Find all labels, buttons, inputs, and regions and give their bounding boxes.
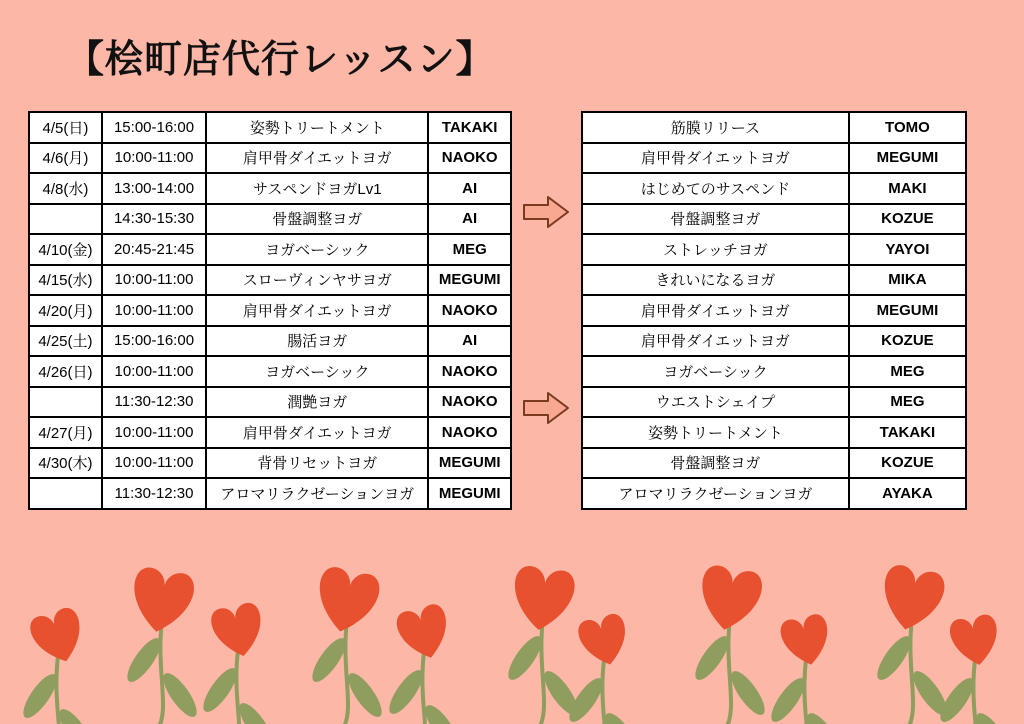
table-row [582, 478, 966, 509]
lesson-cell: 肩甲骨ダイエットヨガ [582, 326, 849, 357]
lesson-cell: ヨガベーシック [206, 356, 428, 387]
arrow-right-icon [521, 194, 571, 230]
lesson-cell: 腸活ヨガ [206, 326, 428, 357]
heart-flower-icon [766, 612, 847, 724]
instructor-cell: KOZUE [849, 204, 966, 235]
table-row [582, 295, 966, 326]
date-cell: 4/5(日) [29, 112, 102, 143]
table-row [29, 234, 511, 265]
table-row [582, 173, 966, 204]
heart-flower-decoration [0, 548, 1024, 724]
instructor-cell: MEGUMI [428, 448, 511, 479]
lesson-cell: ウエストシェイプ [582, 387, 849, 418]
lesson-cell: 肩甲骨ダイエットヨガ [206, 295, 428, 326]
instructor-cell: YAYOI [849, 234, 966, 265]
lesson-cell: 骨盤調整ヨガ [582, 204, 849, 235]
time-cell: 14:30-15:30 [102, 204, 206, 235]
lesson-cell: 肩甲骨ダイエットヨガ [582, 295, 849, 326]
date-cell: 4/10(金) [29, 234, 102, 265]
instructor-cell: MAKI [849, 173, 966, 204]
table-row [29, 265, 511, 296]
instructor-cell: NAOKO [428, 387, 511, 418]
date-cell [29, 204, 102, 235]
table-row [29, 356, 511, 387]
heart-flower-icon [935, 613, 1016, 724]
lesson-cell: 潤艶ヨガ [206, 387, 428, 418]
heart-flower-icon [503, 564, 584, 724]
lesson-cell: 姿勢トリートメント [206, 112, 428, 143]
lesson-cell: はじめてのサスペンド [582, 173, 849, 204]
table-row [29, 112, 511, 143]
table-row [582, 387, 966, 418]
heart-flower-icon [198, 601, 279, 724]
arrow-right-icon [521, 390, 571, 426]
date-cell: 4/25(土) [29, 326, 102, 357]
instructor-cell: MEGUMI [428, 478, 511, 509]
replacement-lesson-table [581, 111, 967, 510]
page-title: 【桧町店代行レッスン】 [66, 37, 495, 81]
heart-flower-icon [307, 565, 388, 724]
table-row [29, 295, 511, 326]
instructor-cell: MEG [428, 234, 511, 265]
lesson-cell: 姿勢トリートメント [582, 417, 849, 448]
lesson-cell: 肩甲骨ダイエットヨガ [206, 143, 428, 174]
date-cell: 4/26(日) [29, 356, 102, 387]
lesson-cell: 筋膜リリース [582, 112, 849, 143]
instructor-cell: MEGUMI [428, 265, 511, 296]
table-row [582, 143, 966, 174]
instructor-cell: TAKAKI [428, 112, 511, 143]
lesson-cell: 肩甲骨ダイエットヨガ [582, 143, 849, 174]
time-cell: 10:00-11:00 [102, 143, 206, 174]
instructor-cell: NAOKO [428, 417, 511, 448]
time-cell: 11:30-12:30 [102, 478, 206, 509]
table-row [582, 112, 966, 143]
instructor-cell: KOZUE [849, 326, 966, 357]
time-cell: 11:30-12:30 [102, 387, 206, 418]
instructor-cell: MEGUMI [849, 143, 966, 174]
date-cell: 4/8(水) [29, 173, 102, 204]
heart-flower-icon [564, 612, 645, 724]
lesson-cell: サスペンドヨガLv1 [206, 173, 428, 204]
time-cell: 10:00-11:00 [102, 356, 206, 387]
date-cell: 4/30(木) [29, 448, 102, 479]
table-row [582, 448, 966, 479]
table-row [29, 448, 511, 479]
time-cell: 20:45-21:45 [102, 234, 206, 265]
heart-flower-icon [18, 605, 99, 724]
table-row [582, 204, 966, 235]
date-cell: 4/20(月) [29, 295, 102, 326]
instructor-cell: MIKA [849, 265, 966, 296]
time-cell: 13:00-14:00 [102, 173, 206, 204]
table-row [29, 417, 511, 448]
lesson-cell: アロマリラクゼーションヨガ [206, 478, 428, 509]
instructor-cell: KOZUE [849, 448, 966, 479]
time-cell: 10:00-11:00 [102, 295, 206, 326]
time-cell: 10:00-11:00 [102, 265, 206, 296]
lesson-cell: ストレッチヨガ [582, 234, 849, 265]
time-cell: 15:00-16:00 [102, 112, 206, 143]
time-cell: 10:00-11:00 [102, 417, 206, 448]
table-row [29, 326, 511, 357]
lesson-cell: スローヴィンヤサヨガ [206, 265, 428, 296]
instructor-cell: MEG [849, 387, 966, 418]
table-row [29, 173, 511, 204]
instructor-cell: MEGUMI [849, 295, 966, 326]
date-cell [29, 478, 102, 509]
table-row [582, 234, 966, 265]
table-row [29, 478, 511, 509]
date-cell: 4/27(月) [29, 417, 102, 448]
lesson-cell: ヨガベーシック [582, 356, 849, 387]
lesson-cell: きれいになるヨガ [582, 265, 849, 296]
heart-flower-icon [384, 602, 465, 724]
instructor-cell: AYAKA [849, 478, 966, 509]
time-cell: 10:00-11:00 [102, 448, 206, 479]
table-row [582, 417, 966, 448]
instructor-cell: AI [428, 326, 511, 357]
lesson-cell: ヨガベーシック [206, 234, 428, 265]
table-row [582, 265, 966, 296]
lesson-cell: 背骨リセットヨガ [206, 448, 428, 479]
lesson-cell: 骨盤調整ヨガ [582, 448, 849, 479]
table-row [582, 326, 966, 357]
heart-flower-icon [872, 563, 953, 724]
substitute-schedule-table [28, 111, 512, 510]
instructor-cell: NAOKO [428, 356, 511, 387]
time-cell: 15:00-16:00 [102, 326, 206, 357]
table-row [29, 143, 511, 174]
table-row [29, 387, 511, 418]
instructor-cell: MEG [849, 356, 966, 387]
date-cell [29, 387, 102, 418]
heart-flower-icon [690, 563, 771, 724]
date-cell: 4/15(水) [29, 265, 102, 296]
instructor-cell: NAOKO [428, 295, 511, 326]
lesson-cell: 骨盤調整ヨガ [206, 204, 428, 235]
table-row [29, 204, 511, 235]
instructor-cell: NAOKO [428, 143, 511, 174]
instructor-cell: AI [428, 204, 511, 235]
instructor-cell: TOMO [849, 112, 966, 143]
instructor-cell: AI [428, 173, 511, 204]
date-cell: 4/6(月) [29, 143, 102, 174]
lesson-cell: 肩甲骨ダイエットヨガ [206, 417, 428, 448]
heart-flower-icon [122, 565, 203, 724]
instructor-cell: TAKAKI [849, 417, 966, 448]
lesson-cell: アロマリラクゼーションヨガ [582, 478, 849, 509]
table-row [582, 356, 966, 387]
